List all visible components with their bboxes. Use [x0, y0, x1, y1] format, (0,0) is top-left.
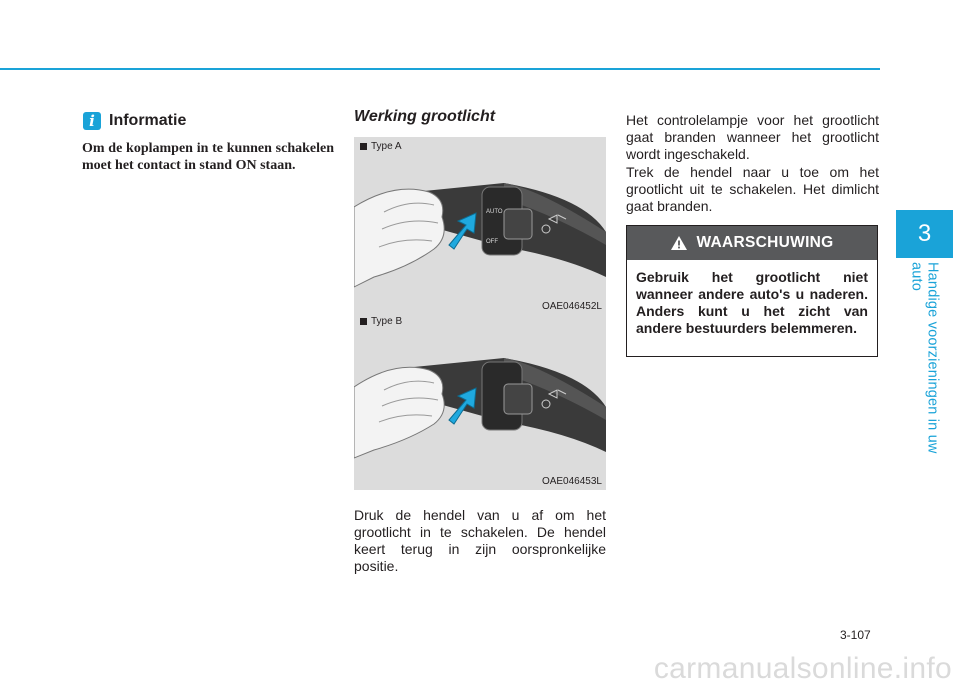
- figure-code: OAE046453L: [541, 476, 602, 487]
- info-icon: i: [83, 112, 101, 130]
- stalk-illustration-a: [354, 137, 606, 315]
- warning-label: WAARSCHUWING: [696, 234, 834, 251]
- figure-type-label: [360, 316, 402, 327]
- paragraph-indicator: Het controlelampje voor het grootlicht gaat branden wanneer het grootlicht wordt ingeschakeld.: [626, 112, 879, 162]
- bullet-square-icon: [360, 143, 367, 150]
- watermark: carmanualsonline.info: [653, 652, 952, 685]
- info-text: Om de koplampen in te kunnen schakelen moet het contact in stand ON staan.: [82, 141, 334, 173]
- stalk-label-off: OFF: [486, 239, 498, 245]
- bullet-square-icon: [360, 318, 367, 325]
- figure-type-text: Type B: [371, 316, 403, 327]
- info-heading: [83, 112, 186, 130]
- warning-box: [626, 225, 878, 357]
- stalk-label-auto: AUTO: [486, 209, 503, 215]
- warning-header: [627, 226, 877, 260]
- figure-type-text: Type A: [371, 141, 402, 152]
- header-rule: [0, 68, 880, 70]
- info-title: Informatie: [109, 112, 187, 129]
- warning-text: Gebruik het grootlicht niet wanneer andere auto's u naderen. Anders kunt u het zicht van andere bestuurders belemmeren.: [636, 269, 868, 336]
- paragraph-push-lever: Druk de hendel van u af om het grootlicht in te schakelen. De hendel keert terug in zijn oorspronkelijke positie.: [354, 507, 606, 574]
- figure-type-label: [360, 141, 402, 152]
- chapter-title-sidebar: [896, 262, 953, 482]
- warning-triangle-icon: [670, 235, 688, 251]
- figure-type-a: [354, 137, 606, 315]
- figure-code: OAE046452L: [541, 301, 602, 312]
- chapter-title: Handige voorzieningen in uw auto: [908, 262, 941, 454]
- chapter-number-tab: [896, 210, 953, 258]
- page-number: 3-107: [840, 628, 871, 642]
- stalk-illustration-b: [354, 312, 606, 490]
- chapter-number: 3: [917, 220, 932, 247]
- section-title: Werking grootlicht: [354, 108, 496, 125]
- paragraph-pull-lever: Trek de hendel naar u toe om het grootlicht uit te schakelen. Het dimlicht gaat branden.: [626, 164, 879, 214]
- figure-type-b: [354, 312, 606, 490]
